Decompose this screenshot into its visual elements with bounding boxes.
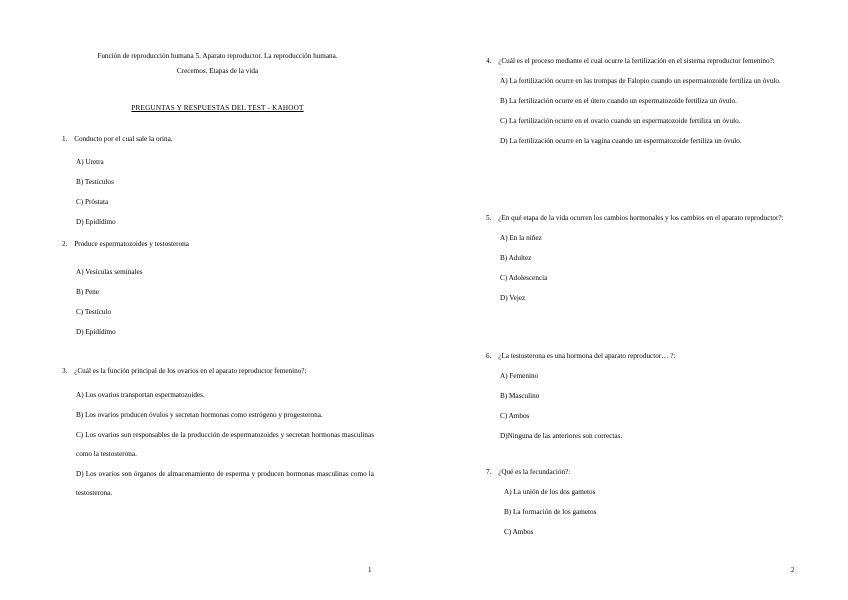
option-a: A) Femenino <box>500 372 539 380</box>
header-line-1: Función de reproducción humana 5. Aparato reproductor. La reproducción humana. <box>97 52 338 60</box>
document-page-2 <box>424 0 848 600</box>
option-c: C) Adolescencia <box>500 274 548 282</box>
question-text: Conducto por el cual sale la orina. <box>74 135 173 143</box>
option-a: A) En la niñez <box>500 234 542 242</box>
option-d: D)Ninguna de las anteriores son correctas. <box>500 432 623 440</box>
option-b: B) Masculino <box>500 392 540 400</box>
option-c: C) Ambos <box>500 412 530 420</box>
question-text: ¿La testosterona es una hormona del aparato reproductor… ?: <box>498 352 676 360</box>
question-number: 4. <box>486 57 492 65</box>
option-c: C) La fertilización ocurre en el ovario cuando un espermatozoide fertiliza un óvulo. <box>500 117 741 125</box>
question-4 <box>486 52 826 151</box>
option-d: D) Epidídimo <box>76 328 116 336</box>
option-c: C) Testículo <box>76 308 112 316</box>
question-number: 1. <box>62 135 68 143</box>
option-c: C) Los ovarios son responsables de la producción de espermatozoides y secretan hormonas masculinas como la testosterona. <box>76 431 374 458</box>
question-5-stem <box>486 209 826 228</box>
question-2-stem <box>62 240 382 249</box>
option-d: D) La fertilización ocurre en la vagina cuando un espermatozoide fertiliza un óvulo. <box>500 137 742 145</box>
question-text: ¿Cuál es la función principal de los ovarios en el aparato reproductor femenino?: <box>74 367 307 375</box>
question-4-stem <box>486 52 826 71</box>
question-3 <box>62 367 374 503</box>
question-6 <box>486 347 826 446</box>
option-b: B) La fertilización ocurre en el útero cuando un espermatozoide fertiliza un óvulo. <box>500 97 737 105</box>
option-c: C) Próstata <box>76 198 109 206</box>
question-6-stem <box>486 347 826 366</box>
question-number: 5. <box>486 214 492 222</box>
question-text: ¿Cuál es el proceso mediante el cual ocurre la fertilización en el sistema reproductor femenino?: <box>498 57 775 65</box>
option-d: D) Los ovarios son órganos de almacenamiento de esperma y producen hormonas masculinas como la testosterona. <box>76 470 374 497</box>
header-line-2: Crecemos. Etapas de la vida <box>176 67 259 75</box>
option-c: C) Ambos <box>504 528 534 536</box>
option-b: B) La formación de los gametos <box>504 508 597 516</box>
question-number: 2. <box>62 240 68 248</box>
option-b: B) Testículos <box>76 178 114 186</box>
option-a: A) La unión de los dos gametos <box>504 488 596 496</box>
question-1 <box>62 135 382 227</box>
section-title: PREGUNTAS Y RESPUESTAS DEL TEST - KAHOOT <box>131 104 304 112</box>
option-b: B) Pene <box>76 288 99 296</box>
question-text: ¿En qué etapa de la vida ocurren los cambios hormonales y los cambios en el aparato reproductor?: <box>498 214 784 222</box>
page-number: 1 <box>368 566 372 574</box>
question-number: 7. <box>486 468 492 476</box>
document-header <box>55 52 380 82</box>
question-1-stem <box>62 135 382 144</box>
option-b: B) Los ovarios producen óvulos y secretan hormonas como estrógeno y progesterona. <box>76 411 323 419</box>
question-number: 6. <box>486 352 492 360</box>
page-number: 2 <box>791 566 795 574</box>
option-b: B) Adultez <box>500 254 532 262</box>
option-a: A) La fertilización ocurre en las trompas de Falopio cuando un espermatozoide fertiliza un óvulo. <box>500 77 781 85</box>
option-a: A) Uretra <box>76 158 104 166</box>
option-d: D) Vejez <box>500 294 526 302</box>
question-text: Produce espermatozoides y testosterona <box>74 240 189 248</box>
question-number: 3. <box>62 367 68 375</box>
question-2 <box>62 240 382 337</box>
option-a: A) Los ovarios transportan espermatozoides. <box>76 391 205 399</box>
question-7 <box>486 463 826 542</box>
option-d: D) Epidídimo <box>76 218 116 226</box>
question-3-stem <box>62 367 374 376</box>
option-a: A) Vesículas seminales <box>76 268 143 276</box>
question-5 <box>486 209 826 308</box>
question-7-stem <box>486 463 826 482</box>
question-text: ¿Qué es la fecundación?: <box>498 468 571 476</box>
